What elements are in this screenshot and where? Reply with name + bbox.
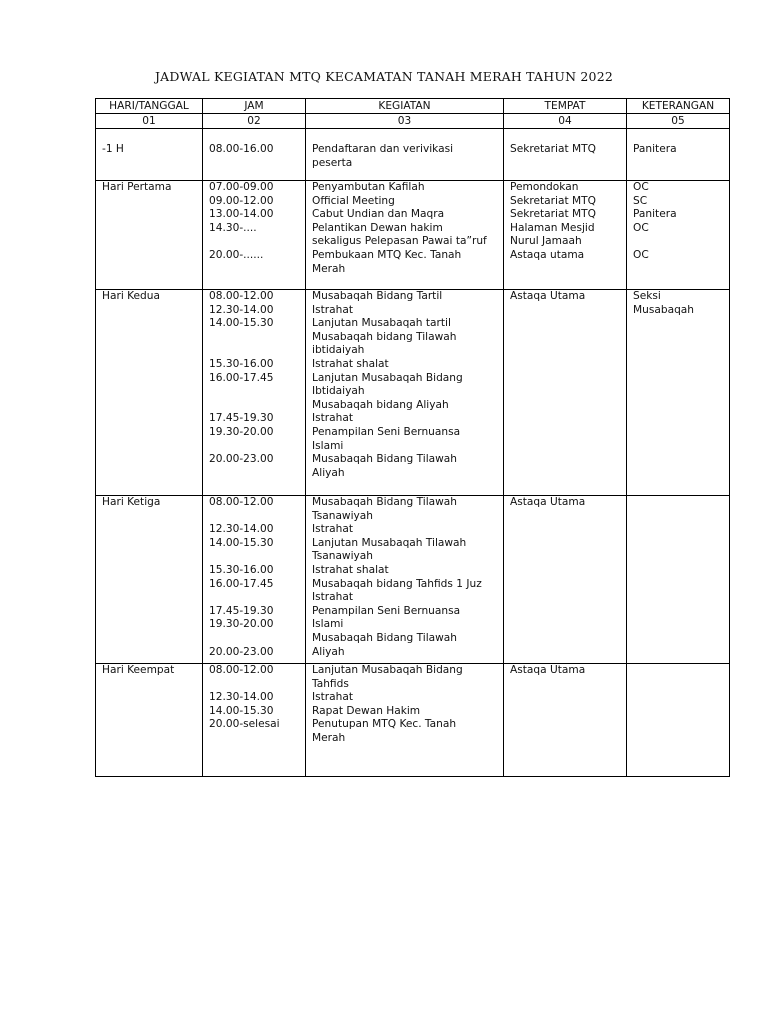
cell-line: Pendaftaran dan verivikasi	[312, 143, 454, 155]
cell-line: OC	[633, 181, 649, 193]
cell-line: Musabaqah Bidang Tilawah	[312, 496, 458, 508]
jam-cell	[203, 496, 306, 664]
jam-cell	[203, 664, 306, 777]
cell-line: Aliyah	[312, 466, 345, 479]
schedule-table	[95, 98, 730, 777]
cell-line: Nurul Jamaah	[510, 235, 582, 248]
cell-line: SC	[633, 194, 648, 207]
day-cell	[96, 129, 203, 181]
cell-line: 14.00-15.30	[209, 704, 274, 717]
day-cell	[96, 181, 203, 290]
cell-line: Istrahat	[312, 591, 354, 604]
day-cell	[96, 664, 203, 777]
table-row	[96, 290, 730, 496]
header-kegiatan: KEGIATAN	[306, 99, 504, 114]
keterangan-cell	[627, 496, 730, 664]
cell-line: 20.00-23.00	[209, 645, 274, 658]
header-number-02: 02	[203, 114, 306, 129]
table-row	[96, 664, 730, 777]
cell-line: 17.45-19.30	[209, 412, 274, 425]
cell-line: Istrahat	[312, 523, 354, 536]
cell-line: 14.00-15.30	[209, 536, 274, 549]
cell-line	[209, 591, 299, 605]
cell-line: Pemondokan	[510, 181, 579, 193]
cell-line: Hari Pertama	[102, 181, 172, 193]
cell-line: Rapat Dewan Hakim	[312, 704, 421, 717]
cell-line: Lanjutan Musabaqah Tilawah	[312, 536, 467, 549]
cell-line: Islami	[312, 439, 344, 452]
cell-line	[209, 510, 299, 524]
cell-line: Istrahat	[312, 303, 354, 316]
cell-line: Lanjutan Musabaqah tartil	[312, 317, 451, 330]
cell-line: Astaqa Utama	[510, 664, 586, 676]
cell-line: Penampilan Seni Bernuansa	[312, 425, 461, 438]
cell-line: 09.00-12.00	[209, 194, 274, 207]
cell-line: Penutupan MTQ Kec. Tanah	[312, 718, 457, 731]
cell-line: Merah	[312, 262, 346, 275]
table-row	[96, 496, 730, 664]
tempat-cell	[504, 129, 627, 181]
cell-line: 19.30-20.00	[209, 618, 274, 631]
kegiatan-cell	[306, 181, 504, 290]
cell-line: Astaqa utama	[510, 248, 585, 261]
cell-line: Halaman Mesjid	[510, 221, 595, 234]
cell-line: Tahfids	[312, 677, 349, 690]
cell-line: Musabaqah Bidang Tartil	[312, 290, 443, 302]
cell-line: Lanjutan Musabaqah Bidang	[312, 371, 463, 384]
cell-line: Penampilan Seni Bernuansa	[312, 604, 461, 617]
cell-line: Pembukaan MTQ Kec. Tanah	[312, 248, 462, 261]
cell-line: 13.00-14.00	[209, 208, 274, 221]
cell-line: 08.00-12.00	[209, 496, 274, 508]
cell-line	[209, 235, 299, 249]
cell-line: Seksi	[633, 290, 661, 302]
cell-line: Tsanawiyah	[312, 509, 374, 522]
cell-line: Pelantikan Dewan hakim	[312, 221, 443, 234]
cell-line: Musabaqah bidang Tilawah	[312, 330, 457, 343]
kegiatan-cell	[306, 129, 504, 181]
cell-line: OC	[633, 248, 649, 261]
cell-line: 08.00-16.00	[209, 143, 274, 155]
cell-line: 19.30-20.00	[209, 425, 274, 438]
cell-line: 08.00-12.00	[209, 664, 274, 676]
cell-line: Istrahat	[312, 691, 354, 704]
cell-line: 12.30-14.00	[209, 691, 274, 704]
kegiatan-cell	[306, 290, 504, 496]
jam-cell	[203, 181, 306, 290]
cell-line: 15.30-16.00	[209, 357, 274, 370]
cell-line: Istrahat shalat	[312, 357, 389, 370]
cell-line: 20.00-23.00	[209, 453, 274, 466]
cell-line: 12.30-14.00	[209, 303, 274, 316]
cell-line	[209, 331, 299, 345]
cell-line: Musabaqah bidang Aliyah	[312, 398, 449, 411]
header-number-05: 05	[627, 114, 730, 129]
header-tempat: TEMPAT	[504, 99, 627, 114]
cell-line: Musabaqah Bidang Tilawah	[312, 631, 458, 644]
jam-cell	[203, 290, 306, 496]
cell-line: Astaqa Utama	[510, 290, 586, 302]
header-row	[96, 99, 730, 114]
cell-line: Aliyah	[312, 645, 345, 658]
cell-line: Merah	[312, 731, 346, 744]
day-cell	[96, 496, 203, 664]
cell-line: sekaligus Pelepasan Pawai ta”ruf	[312, 235, 487, 248]
header-number-01: 01	[96, 114, 203, 129]
kegiatan-cell	[306, 664, 504, 777]
keterangan-cell	[627, 290, 730, 496]
header-number-04: 04	[504, 114, 627, 129]
cell-line: Musabaqah	[633, 303, 695, 316]
cell-line: Sekretariat MTQ	[510, 143, 596, 155]
cell-line: Hari Ketiga	[102, 496, 161, 508]
cell-line: Cabut Undian dan Maqra	[312, 208, 445, 221]
cell-line	[209, 550, 299, 564]
cell-line: ibtidaiyah	[312, 344, 365, 357]
cell-line: 14.30-....	[209, 221, 257, 234]
cell-line: Sekretariat MTQ	[510, 194, 596, 207]
keterangan-cell	[627, 129, 730, 181]
cell-line: Panitera	[633, 143, 677, 155]
cell-line: Istrahat	[312, 412, 354, 425]
cell-line	[209, 344, 299, 358]
cell-line: Hari Kedua	[102, 290, 160, 302]
cell-line: 17.45-19.30	[209, 604, 274, 617]
tempat-cell	[504, 290, 627, 496]
cell-line	[209, 399, 299, 413]
cell-line: 20.00-......	[209, 248, 264, 261]
cell-line: 16.00-17.45	[209, 577, 274, 590]
cell-line: 07.00-09.00	[209, 181, 274, 193]
cell-line: peserta	[312, 156, 353, 169]
cell-line: Islami	[312, 618, 344, 631]
cell-line: 08.00-12.00	[209, 290, 274, 302]
schedule-body	[96, 129, 730, 777]
keterangan-cell	[627, 664, 730, 777]
header-number-row	[96, 114, 730, 129]
table-row	[96, 129, 730, 181]
cell-line: Ibtidaiyah	[312, 385, 365, 398]
cell-line: 15.30-16.00	[209, 563, 274, 576]
keterangan-cell	[627, 181, 730, 290]
cell-line	[209, 678, 299, 692]
header-keterangan: KETERANGAN	[627, 99, 730, 114]
header-jam: JAM	[203, 99, 306, 114]
cell-line: 20.00-selesai	[209, 718, 280, 731]
cell-line: Musabaqah Bidang Tilawah	[312, 453, 458, 466]
tempat-cell	[504, 181, 627, 290]
cell-line	[633, 235, 723, 249]
cell-line: 14.00-15.30	[209, 317, 274, 330]
cell-line: Tsanawiyah	[312, 550, 374, 563]
cell-line	[209, 440, 299, 454]
cell-line: 16.00-17.45	[209, 371, 274, 384]
tempat-cell	[504, 664, 627, 777]
header-hari-tanggal: HARI/TANGGAL	[96, 99, 203, 114]
cell-line: Lanjutan Musabaqah Bidang	[312, 664, 463, 676]
cell-line: Sekretariat MTQ	[510, 208, 596, 221]
kegiatan-cell	[306, 496, 504, 664]
cell-line: Penyambutan Kafilah	[312, 181, 425, 193]
cell-line: Musabaqah bidang Tahfids 1 Juz	[312, 577, 482, 590]
cell-line: Istrahat shalat	[312, 563, 389, 576]
cell-line: Panitera	[633, 208, 677, 221]
day-cell	[96, 290, 203, 496]
cell-line: 12.30-14.00	[209, 523, 274, 536]
cell-line: Astaqa Utama	[510, 496, 586, 508]
jam-cell	[203, 129, 306, 181]
tempat-cell	[504, 496, 627, 664]
cell-line	[209, 385, 299, 399]
cell-line	[209, 632, 299, 646]
cell-line: OC	[633, 221, 649, 234]
document-title: JADWAL KEGIATAN MTQ KECAMATAN TANAH MERAH TAHUN 2022	[154, 69, 614, 84]
cell-line: Official Meeting	[312, 194, 395, 207]
header-number-03: 03	[306, 114, 504, 129]
cell-line: -1 H	[102, 143, 124, 155]
table-row	[96, 181, 730, 290]
cell-line: Hari Keempat	[102, 664, 175, 676]
